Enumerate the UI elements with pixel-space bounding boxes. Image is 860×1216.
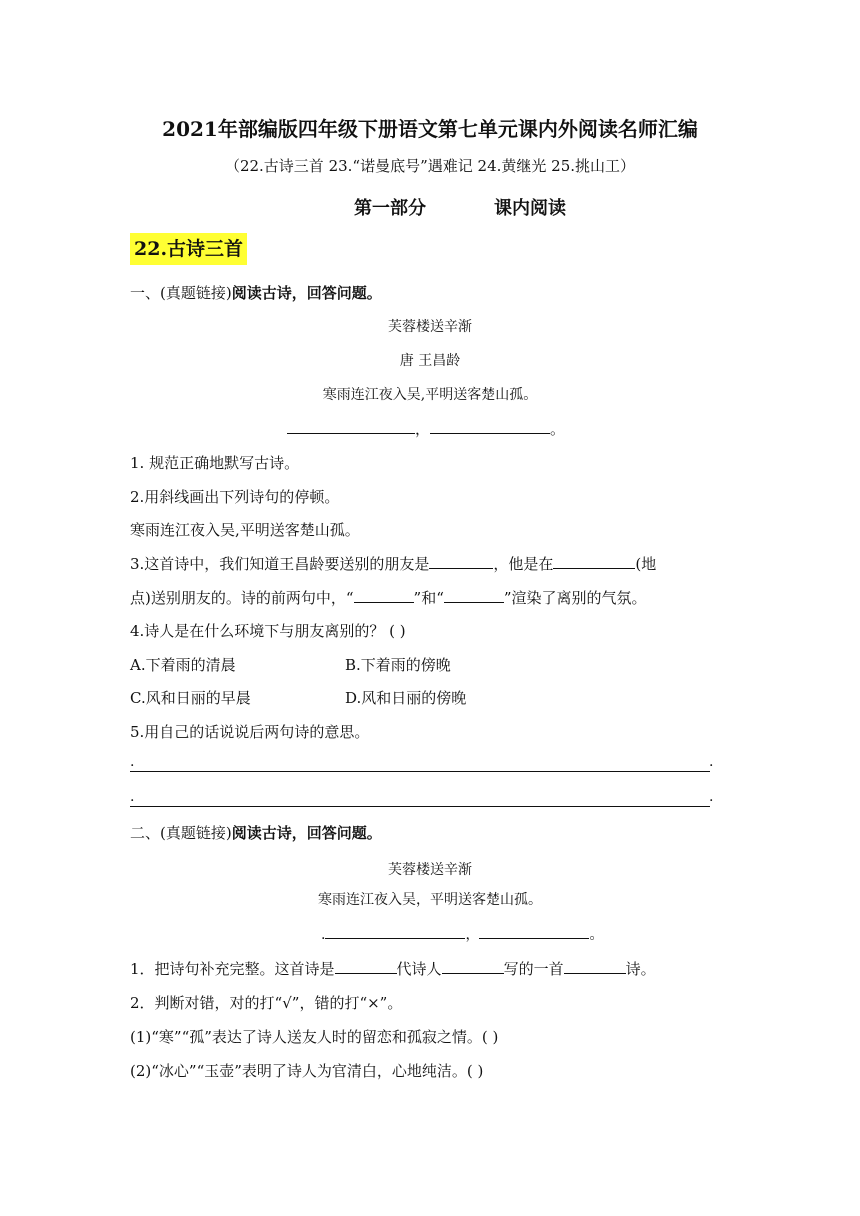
option-a[interactable]: A.下着雨的清晨 — [130, 656, 236, 674]
q3-text-f: ”渲染了离别的气氛。 — [503, 589, 647, 607]
q3-text-a: 3.这首诗中，我们知道王昌龄要送别的朋友是 — [130, 555, 430, 573]
poem-1-title: 芙蓉楼送辛渐 — [388, 319, 472, 335]
option-d[interactable]: D.风和日丽的傍晚 — [345, 689, 467, 707]
answer-line[interactable] — [130, 806, 710, 807]
question-1-item-3 — [130, 553, 656, 574]
q3-text-e: ”和“ — [413, 589, 444, 607]
poem-2-line: 寒雨连江夜入吴，平明送客楚山孤。 — [318, 892, 542, 908]
poem-2-title: 芙蓉楼送辛渐 — [388, 862, 472, 878]
q2-1-text-a: 1．把诗句补充完整。这首诗是 — [130, 960, 335, 978]
answer-line-dot: . — [709, 754, 714, 770]
answer-blank[interactable] — [287, 419, 415, 434]
question-1-item-4: 4.诗人是在什么环境下与朋友离别的？ ( ) — [130, 622, 406, 640]
answer-blank[interactable] — [430, 419, 550, 434]
statement-2: (2)“冰心”“玉壶”表明了诗人为官清白，心地纯洁。( ) — [130, 1062, 484, 1080]
option-b[interactable]: B.下着雨的傍晚 — [345, 656, 451, 674]
answer-blank[interactable] — [479, 924, 589, 939]
blank-period: 。 — [550, 420, 566, 438]
answer-line-dot: . — [709, 789, 714, 805]
section-heading: 22.古诗三首 — [130, 233, 247, 265]
blank-lead-dot: . — [321, 927, 326, 943]
answer-line[interactable] — [130, 771, 710, 772]
question-1-heading — [130, 282, 382, 303]
q2-1-text-b: 代诗人 — [396, 960, 442, 978]
question-2-instruction: 阅读古诗，回答问题。 — [231, 824, 382, 842]
document-title: 2021年部编版四年级下册语文第七单元课内外阅读名师汇编 — [162, 117, 698, 141]
answer-line-dot: . — [130, 789, 135, 805]
q3-text-d: 点)送别朋友的。诗的前两句中，“ — [130, 589, 354, 607]
question-1-item-2: 2.用斜线画出下列诗句的停顿。 — [130, 488, 340, 506]
question-2-item-2: 2．判断对错，对的打“√”，错的打“×”。 — [130, 994, 403, 1012]
answer-blank[interactable] — [429, 554, 493, 569]
question-2-item-1 — [130, 958, 656, 979]
q3-text-b: ，他是在 — [493, 555, 554, 573]
answer-blank[interactable] — [442, 959, 504, 974]
answer-blank[interactable] — [354, 588, 414, 603]
part-name: 课内阅读 — [494, 198, 566, 219]
statement-1: (1)“寒”“孤”表达了诗人送友人时的留恋和孤寂之情。( ) — [130, 1028, 499, 1046]
answer-blank[interactable] — [444, 588, 504, 603]
blank-comma: ， — [415, 420, 431, 438]
question-1-item-1: 1. 规范正确地默写古诗。 — [130, 454, 300, 472]
question-1-item-2-verse: 寒雨连江夜入吴,平明送客楚山孤。 — [130, 521, 360, 539]
blank-comma: ， — [465, 927, 480, 943]
q2-1-text-c: 写的一首 — [503, 960, 564, 978]
part-label: 第一部分 — [354, 198, 426, 219]
question-1-prefix: 一、(真题链接) — [130, 284, 232, 302]
poem-1-author: 唐 王昌龄 — [399, 353, 461, 369]
blank-period: 。 — [589, 927, 604, 943]
option-c[interactable]: C.风和日丽的早晨 — [130, 689, 251, 707]
question-1-item-3-cont — [130, 587, 647, 608]
q2-1-text-d: 诗。 — [625, 960, 656, 978]
poem-1-line: 寒雨连江夜入吴,平明送客楚山孤。 — [322, 387, 538, 403]
poem-1-blank-line — [287, 418, 565, 439]
answer-blank[interactable] — [335, 959, 397, 974]
q3-text-c: (地 — [635, 555, 657, 573]
question-1-item-5: 5.用自己的话说说后两句诗的意思。 — [130, 723, 370, 741]
answer-line-dot: . — [130, 754, 135, 770]
poem-2-blank-line — [321, 924, 603, 944]
question-2-prefix: 二、(真题链接) — [130, 824, 232, 842]
answer-blank[interactable] — [553, 554, 635, 569]
answer-blank[interactable] — [325, 924, 465, 939]
answer-blank[interactable] — [564, 959, 626, 974]
document-subtitle: （22.古诗三首 23.“诺曼底号”遇难记 24.黄继光 25.挑山工） — [224, 157, 636, 175]
question-2-heading — [130, 822, 382, 843]
question-1-instruction: 阅读古诗，回答问题。 — [231, 284, 382, 302]
